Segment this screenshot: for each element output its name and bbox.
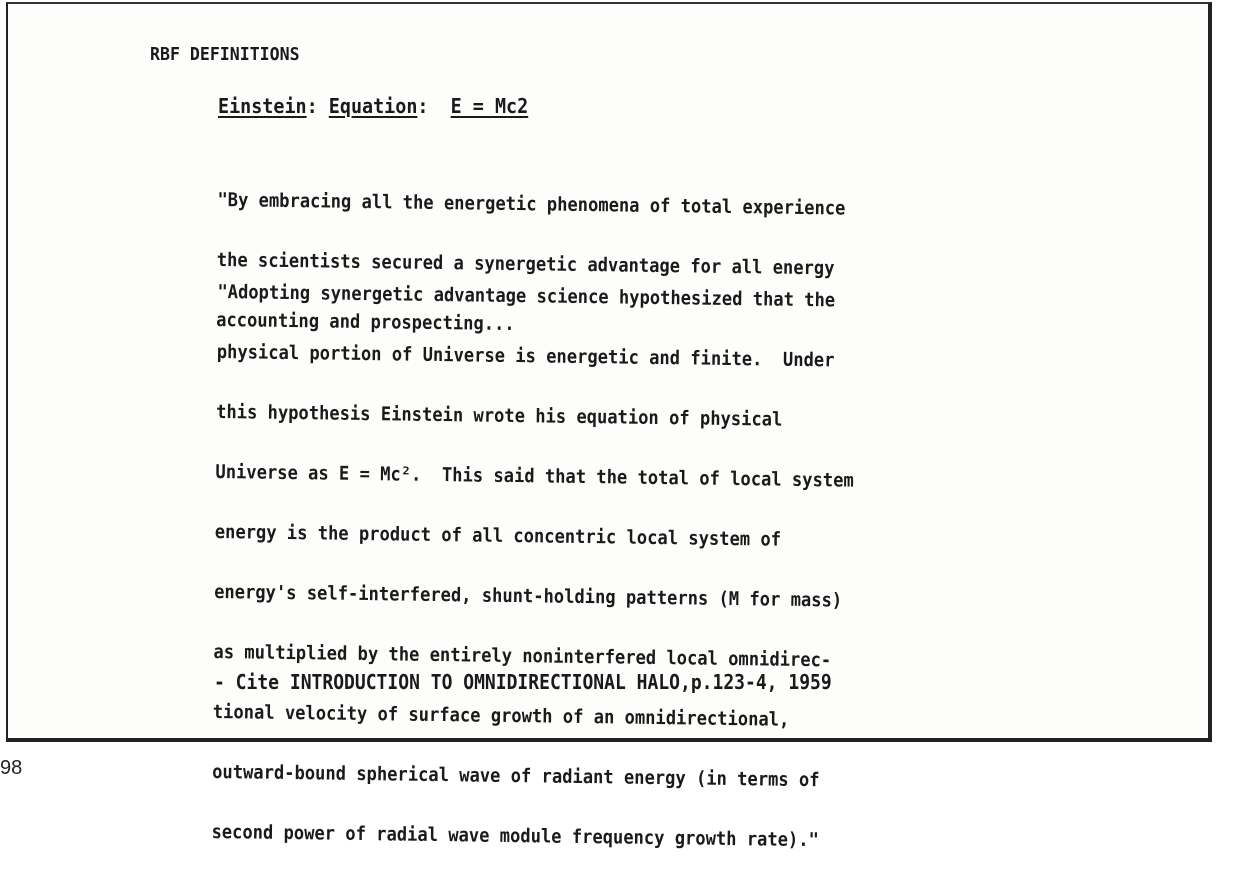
paragraph-line: Universe as E = Mc². This said that the total of local system: [215, 460, 854, 492]
heading-formula: E = Mc2: [450, 94, 529, 118]
paragraph-line: energy's self-interfered, shunt-holding patterns (M for mass): [214, 580, 843, 612]
heading-subterm: Equation: [328, 94, 418, 118]
paragraph-line: tional velocity of surface growth of an omnidirectional,: [212, 700, 790, 731]
citation: - Cite INTRODUCTION TO OMNIDIRECTIONAL HALO,p.123-4, 1959: [214, 670, 832, 694]
paragraph-line: physical portion of Universe is energetic and finite. Under: [216, 340, 835, 372]
paragraph-line: "Adopting synergetic advantage science hypothesized that the: [217, 280, 836, 312]
paragraph-line: outward-bound spherical wave of radiant energy (in terms of: [212, 760, 820, 792]
paragraph-line: "By embracing all the energetic phenomena of total experience: [217, 188, 846, 220]
paragraph-line: this hypothesis Einstein wrote his equation of physical: [216, 400, 783, 431]
heading-term: Einstein: [218, 94, 307, 118]
paragraph-line: the scientists secured a synergetic advantage for all energy: [216, 248, 835, 280]
paragraph-line: accounting and prospecting...: [216, 308, 515, 336]
paragraph-line: as multiplied by the entirely noninterfered local omnidirec-: [213, 640, 832, 672]
paragraph-line: energy is the product of all concentric local system of: [214, 520, 782, 551]
definition-heading: [218, 94, 528, 118]
page-number: 98: [0, 757, 23, 779]
paragraph-line: second power of radial wave module frequency growth rate).": [211, 820, 820, 852]
quote-paragraph-2: [211, 242, 856, 891]
heading-separator-2: :: [417, 94, 451, 118]
document-title: RBF DEFINITIONS: [150, 44, 300, 65]
heading-separator-1: :: [306, 94, 329, 118]
